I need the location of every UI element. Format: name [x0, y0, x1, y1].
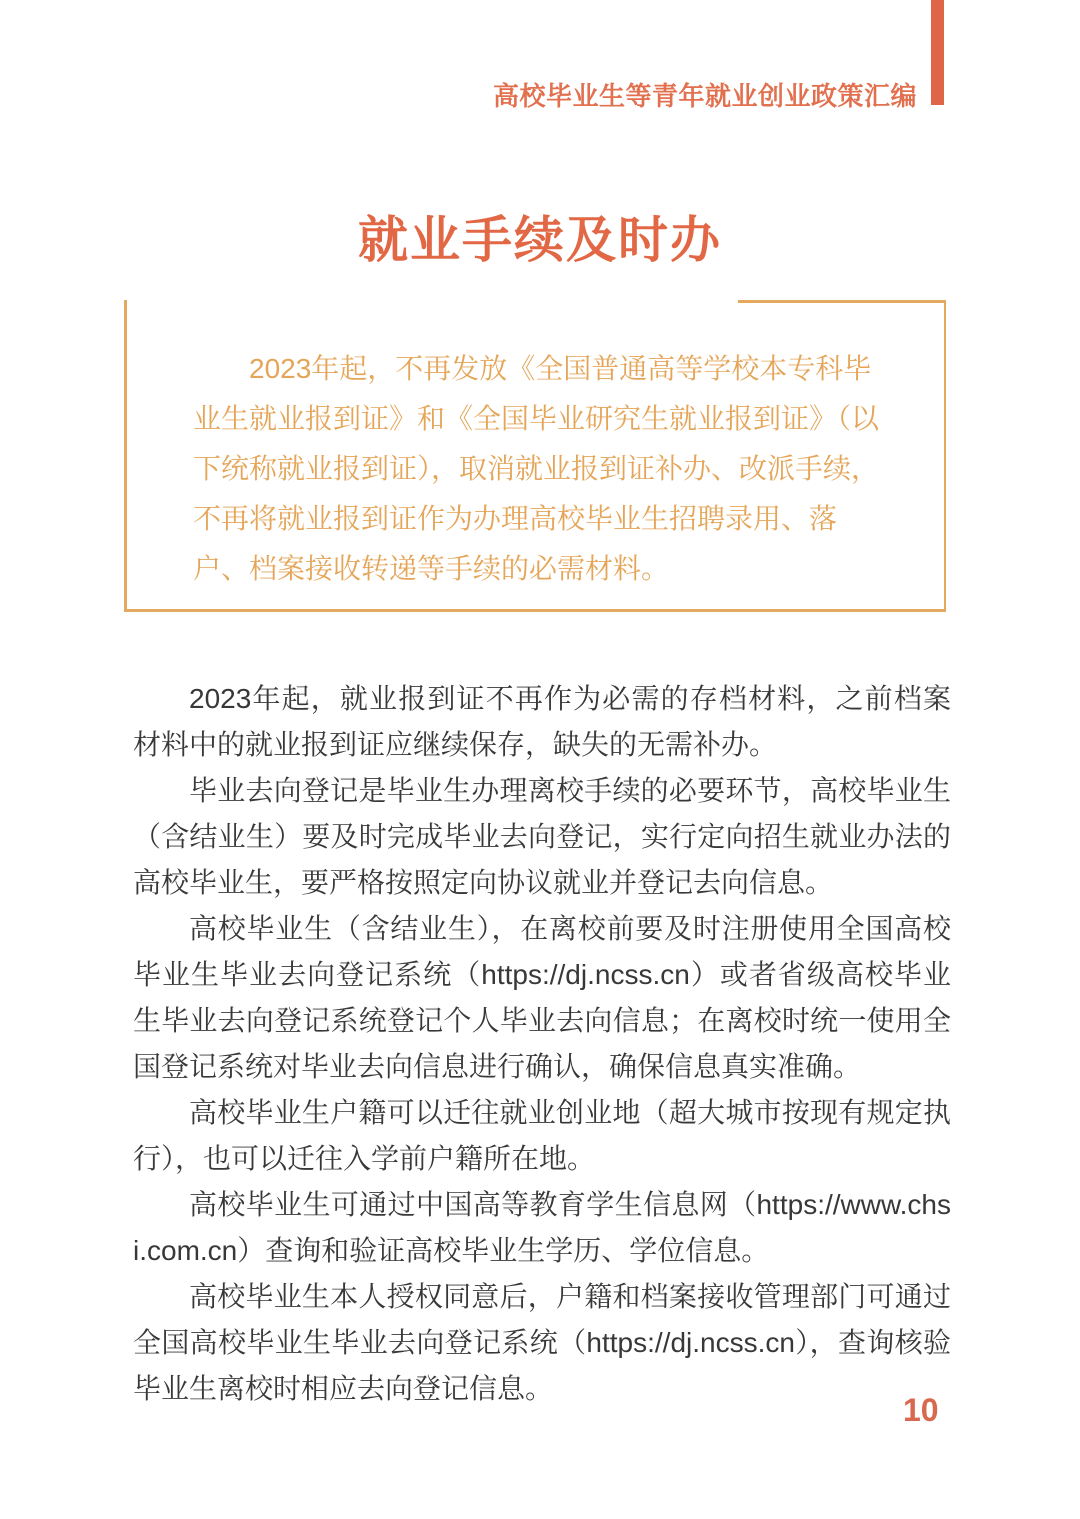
- page-number: 10: [903, 1392, 939, 1428]
- header-accent-bar: [931, 0, 944, 105]
- callout-line: 户、档案接收转递等手续的必需材料。: [193, 553, 670, 584]
- booklet-title: 高校毕业生等青年就业创业政策汇编: [492, 81, 917, 111]
- paragraph: 高校毕业生可通过中国高等教育学生信息网（https://www.chsi.com.cn）查询和验证高校毕业生学历、学位信息。: [133, 1189, 951, 1266]
- callout-line: 下统称就业报到证），取消就业报到证补办、改派手续，: [193, 453, 880, 484]
- paragraph: 高校毕业生（含结业生），在离校前要及时注册使用全国高校毕业生毕业去向登记系统（https://dj.ncss.cn）或者省级高校毕业生毕业去向登记系统登记个人毕业去向信息；在离校时统一使用全国登记系统对毕业去向信息进行确认，确保信息真实准确。: [133, 913, 951, 1082]
- callout-top-border: [738, 300, 944, 303]
- page-title: 就业手续及时办: [358, 212, 722, 268]
- body-text: [133, 676, 951, 1412]
- callout-box: [124, 300, 946, 612]
- callout-line: 2023年起，不再发放《全国普通高等学校本专科毕: [249, 353, 872, 384]
- callout-line: 不再将就业报到证作为办理高校毕业生招聘录用、落: [193, 503, 838, 534]
- callout-line: 业生就业报到证》和《全国毕业研究生就业报到证》（以: [193, 403, 880, 434]
- paragraph: 2023年起，就业报到证不再作为必需的存档材料，之前档案材料中的就业报到证应继续保存，缺失的无需补办。: [133, 683, 951, 760]
- paragraph: 高校毕业生本人授权同意后，户籍和档案接收管理部门可通过全国高校毕业生毕业去向登记系统（https://dj.ncss.cn），查询核验毕业生离校时相应去向登记信息。: [133, 1281, 951, 1404]
- paragraph: 毕业去向登记是毕业生办理离校手续的必要环节，高校毕业生（含结业生）要及时完成毕业去向登记，实行定向招生就业办法的高校毕业生，要严格按照定向协议就业并登记去向信息。: [133, 775, 951, 898]
- paragraph: 高校毕业生户籍可以迁往就业创业地（超大城市按现有规定执行），也可以迁往入学前户籍所在地。: [133, 1097, 951, 1174]
